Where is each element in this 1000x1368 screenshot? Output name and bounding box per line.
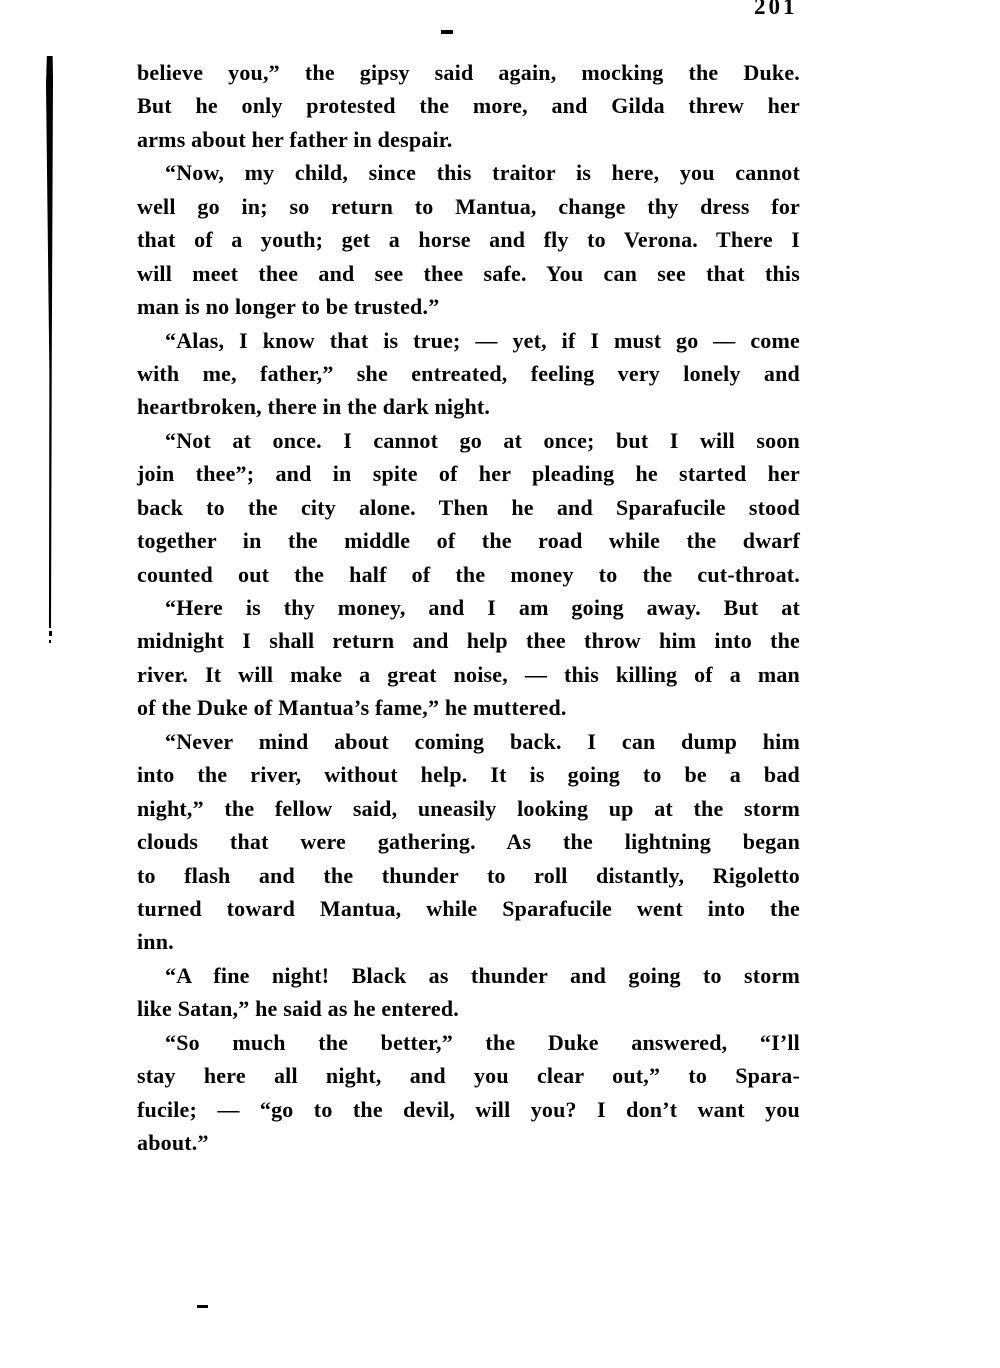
- text-line: midnight I shall return and help thee throw him into the: [137, 628, 800, 654]
- text-line: clouds that were gathering. As the lightning began: [137, 829, 800, 855]
- text-line: about.”: [137, 1130, 209, 1155]
- text-line: back to the city alone. Then he and Sparafucile stood: [137, 494, 800, 520]
- paragraph: [137, 1026, 800, 1160]
- text-line: heartbroken, there in the dark night.: [137, 394, 491, 420]
- text-line: to flash and the thunder to roll distantly, Rigoletto: [137, 862, 800, 888]
- paragraph: [137, 156, 800, 323]
- text-line: inn.: [137, 929, 174, 955]
- text-line: well go in; so return to Mantua, change thy dress for: [137, 193, 800, 219]
- text-line: together in the middle of the road while the dwarf: [137, 528, 800, 554]
- text-line: night,” the fellow said, uneasily looking up at the storm: [137, 795, 800, 821]
- paragraph: [137, 725, 800, 959]
- text-line: that of a youth; get a horse and fly to Verona. There I: [137, 227, 800, 253]
- text-line: river. It will make a great noise, — this killing of a man: [137, 661, 800, 687]
- dash-mark-artifact: [197, 1305, 208, 1308]
- text-line: stay here all night, and you clear out,” to Spara-: [137, 1063, 800, 1089]
- page-number: [754, 0, 810, 29]
- text-line: “Not at once. I cannot go at once; but I will soon: [165, 427, 800, 453]
- text-line: counted out the half of the money to the cut-throat.: [137, 561, 800, 587]
- text-line: into the river, without help. It is going to be a bad: [137, 762, 800, 788]
- text-line: will meet thee and see thee safe. You can see that this: [137, 260, 800, 286]
- text-line: “A fine night! Black as thunder and going to storm: [165, 962, 800, 988]
- text-line: fucile; — “go to the devil, will you? I don’t want you: [137, 1096, 800, 1122]
- dash-mark-artifact: [441, 30, 453, 34]
- text-line: But he only protested the more, and Gilda threw her: [137, 93, 800, 119]
- paragraph: [137, 424, 800, 591]
- text-line: “Never mind about coming back. I can dump him: [165, 728, 800, 754]
- text-line: man is no longer to be trusted.”: [137, 294, 440, 320]
- text-line: turned toward Mantua, while Sparafucile went into the: [137, 895, 800, 921]
- paragraph: [137, 56, 800, 156]
- gutter-ink-line-artifact: [46, 56, 53, 628]
- text-line: “So much the better,” the Duke answered, “I’ll: [165, 1029, 800, 1055]
- text-line: with me, father,” she entreated, feeling very lonely and: [137, 360, 800, 386]
- text-line: like Satan,” he said as he entered.: [137, 996, 459, 1022]
- paragraph: [137, 959, 800, 1026]
- paragraph: [137, 324, 800, 424]
- ink-dot-artifact: [49, 631, 52, 636]
- text-line: arms about her father in despair.: [137, 126, 453, 152]
- text-line: of the Duke of Mantua’s fame,” he muttered.: [137, 695, 567, 721]
- text-line: “Here is thy money, and I am going away. But at: [165, 595, 800, 620]
- text-line: “Now, my child, since this traitor is here, you cannot: [165, 160, 800, 186]
- text-block: [137, 56, 800, 1159]
- paragraph: [137, 591, 800, 725]
- text-line: “Alas, I know that is true; — yet, if I must go — come: [165, 327, 800, 353]
- page-number-text: 201: [754, 0, 798, 19]
- text-line: believe you,” the gipsy said again, mocking the Duke.: [137, 60, 800, 85]
- text-line: join thee”; and in spite of her pleading he started her: [137, 461, 800, 487]
- ink-dot-artifact: [49, 640, 51, 643]
